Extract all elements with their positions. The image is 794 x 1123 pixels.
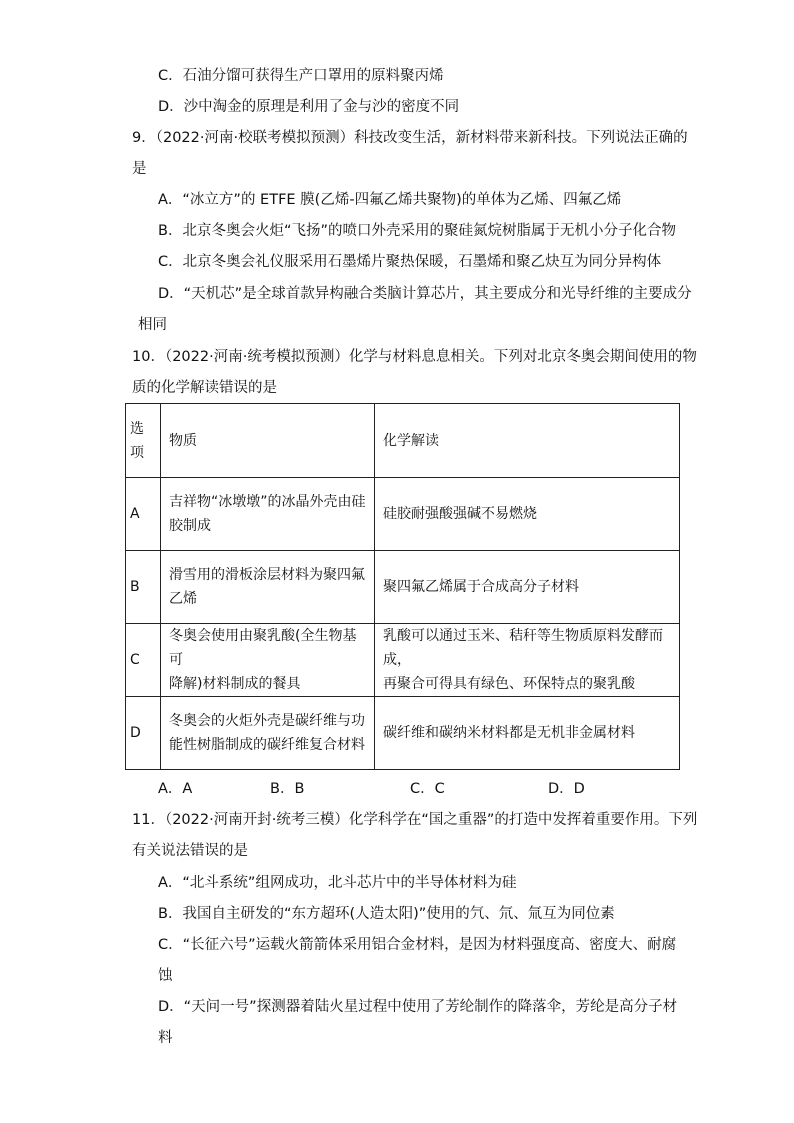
q9-option-d-line2: 相同 — [138, 317, 167, 333]
q11-option-c-line1: C．“长征六号”运载火箭箭体采用铝合金材料，是因为材料强度高、密度大、耐腐 — [158, 937, 677, 953]
row-substance — [161, 624, 375, 697]
answer-a: A．A — [158, 781, 193, 797]
row-explain: 聚四氟乙烯属于合成高分子材料 — [375, 551, 680, 624]
header-option-cell — [126, 404, 161, 478]
q10-table — [125, 403, 680, 770]
q11-option-d-line2: 料 — [158, 1030, 173, 1046]
row-substance-line2: 乙烯 — [169, 591, 197, 607]
row-substance — [161, 478, 375, 551]
answer-d: D．D — [548, 781, 585, 797]
header-option-line1: 选 — [130, 420, 144, 437]
q10-stem-line1: 10．（2022·河南·统考模拟预测）化学与材料息息相关。下列对北京冬奥会期间使用的物 — [132, 349, 697, 365]
q11-stem-line1: 11．（2022·河南开封·统考三模）化学科学在“国之重器”的打造中发挥着重要作用。下列 — [132, 812, 698, 828]
q9-option-d-line1: D．“天机芯”是全球首款异构融合类脑计算芯片，其主要成分和光导纤维的主要成分 — [158, 286, 692, 302]
table-row — [126, 551, 680, 624]
q11-option-a: A．“北斗系统”组网成功，北斗芯片中的半导体材料为硅 — [158, 875, 517, 891]
q9-stem-line1: 9．（2022·河南·校联考模拟预测）科技改变生活，新材料带来新科技。下列说法正确的 — [132, 130, 688, 146]
row-explain: 硅胶耐强酸强碱不易燃烧 — [375, 478, 680, 551]
row-substance-line2: 降解)材料制成的餐具 — [169, 676, 301, 692]
row-substance — [161, 551, 375, 624]
table-row — [126, 624, 680, 697]
q11-option-c-line2: 蚀 — [158, 968, 173, 984]
row-substance-line1: 冬奥会的火炬外壳是碳纤维与功 — [169, 713, 365, 729]
q11-stem-line2: 有关说法错误的是 — [132, 843, 248, 859]
row-option: D — [126, 697, 161, 770]
row-substance-line2: 能性树脂制成的碳纤维复合材料 — [169, 737, 365, 753]
header-option-line2: 项 — [130, 444, 144, 461]
q8-option-c: C．石油分馏可获得生产口罩用的原料聚丙烯 — [158, 68, 444, 84]
q9-option-c: C．北京冬奥会礼仪服采用石墨烯片聚热保暖，石墨烯和聚乙炔互为同分异构体 — [158, 254, 662, 270]
q9-option-b: B．北京冬奥会火炬“飞扬”的喷口外壳采用的聚硅氮烷树脂属于无机小分子化合物 — [158, 223, 676, 239]
header-explain-cell: 化学解读 — [375, 404, 680, 478]
q11-option-d-line1: D．“天问一号”探测器着陆火星过程中使用了芳纶制作的降落伞，芳纶是高分子材 — [158, 999, 678, 1015]
q8-option-d: D．沙中淘金的原理是利用了金与沙的密度不同 — [158, 99, 460, 115]
header-substance-cell: 物质 — [161, 404, 375, 478]
row-option: B — [126, 551, 161, 624]
row-option: C — [126, 624, 161, 697]
q9-option-a: A．“冰立方”的 ETFE 膜(乙烯-四氟乙烯共聚物)的单体为乙烯、四氟乙烯 — [158, 192, 622, 208]
row-substance-line1: 冬奥会使用由聚乳酸(全生物基可 — [169, 628, 357, 668]
row-substance-line2: 胶制成 — [169, 518, 211, 534]
row-substance-line1: 滑雪用的滑板涂层材料为聚四氟 — [169, 567, 365, 583]
q10-stem-line2: 质的化学解读错误的是 — [132, 380, 277, 396]
row-explain-line2: 再聚合可得具有绿色、环保特点的聚乳酸 — [383, 676, 635, 692]
table-row — [126, 478, 680, 551]
row-substance — [161, 697, 375, 770]
table-row — [126, 697, 680, 770]
q10-answer-choices — [0, 779, 794, 799]
row-substance-line1: 吉祥物“冰墩墩”的冰晶外壳由硅 — [169, 494, 366, 510]
row-explain-line1: 乳酸可以通过玉米、秸秆等生物质原料发酵而成， — [383, 628, 663, 668]
table-header-row — [126, 404, 680, 478]
row-explain: 碳纤维和碳纳米材料都是无机非金属材料 — [375, 697, 680, 770]
q9-stem-line2: 是 — [132, 161, 147, 177]
row-explain — [375, 624, 680, 697]
row-option: A — [126, 478, 161, 551]
answer-b: B．B — [270, 781, 305, 797]
q11-option-b: B．我国自主研发的“东方超环(人造太阳)”使用的氕、氘、氚互为同位素 — [158, 906, 615, 922]
answer-c: C．C — [410, 781, 445, 797]
